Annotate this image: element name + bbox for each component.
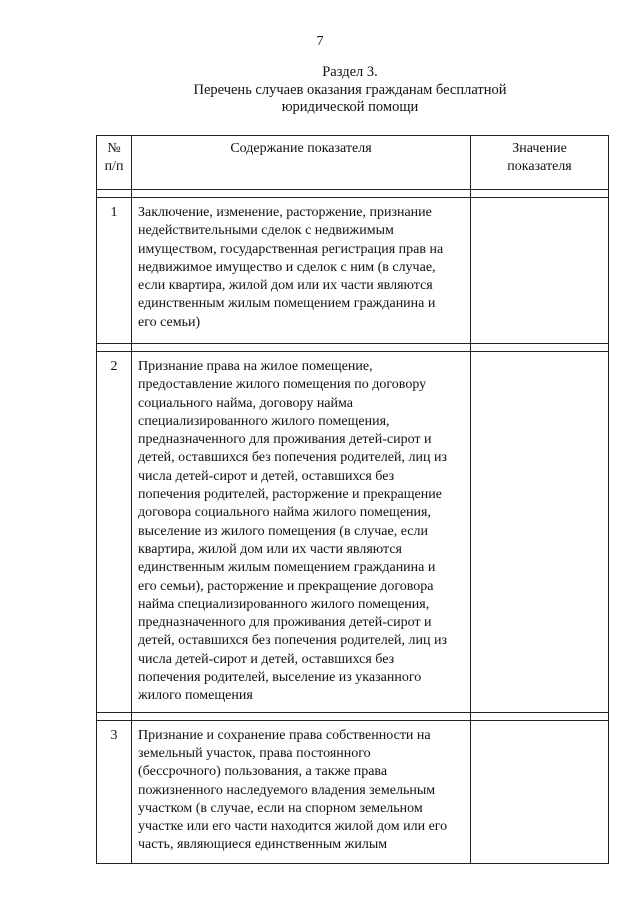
row-content-line: детей, оставшихся без попечения родителей, лиц из <box>138 633 447 649</box>
row-content-line: детей, оставшихся без попечения родителей, лиц из <box>138 450 447 466</box>
row-content-line: найма специализированного жилого помещения, <box>138 596 430 612</box>
row-content-line: предназначенного для проживания детей-сирот и <box>138 432 432 448</box>
row-content-line: попечения родителей, выселение из указанного <box>138 670 422 686</box>
row-content-line: числа детей-сирот и детей, оставшихся без <box>138 651 395 667</box>
row-number: 1 <box>97 198 132 344</box>
spacer-cell <box>97 712 132 720</box>
row-content-line: недвижимое имущество и сделок с ним (в случае, <box>138 259 436 275</box>
row-number: 2 <box>97 352 132 713</box>
table-row <box>97 352 609 713</box>
table-row <box>97 720 609 863</box>
row-content-line: Признание и сохранение права собственности на <box>138 727 431 743</box>
row-content-line: жилого помещения <box>138 688 253 704</box>
spacer-cell <box>471 712 609 720</box>
row-content <box>132 352 471 713</box>
page-number: 7 <box>316 34 324 49</box>
header-value <box>471 136 609 190</box>
row-content-line: договора социального найма жилого помещения, <box>138 505 431 521</box>
table-header-row <box>97 136 609 190</box>
row-content-line: предназначенного для проживания детей-сирот и <box>138 615 432 631</box>
row-content-line: выселение из жилого помещения (в случае, если <box>138 523 428 539</box>
row-content <box>132 198 471 344</box>
row-value <box>471 352 609 713</box>
header-value-line: показателя <box>507 159 572 175</box>
row-content-line: его семьи), расторжение и прекращение договора <box>138 578 434 594</box>
header-number-line: п/п <box>104 159 124 175</box>
spacer-cell <box>471 344 609 352</box>
row-number: 3 <box>97 720 132 863</box>
row-content-line: социального найма, договору найма <box>138 395 353 411</box>
row-content-line: часть, являющиеся единственным жилым <box>138 837 388 853</box>
spacer-cell <box>97 190 132 198</box>
spacer-cell <box>132 344 471 352</box>
row-value <box>471 198 609 344</box>
row-content-line: предоставление жилого помещения по договору <box>138 377 427 393</box>
header-value-line: Значение <box>512 141 567 156</box>
row-content-line: специализированного жилого помещения, <box>138 413 390 429</box>
row-content-line: участком (в случае, если на спорном земельном <box>138 800 423 816</box>
section-subtitle-line: юридической помощи <box>281 99 419 115</box>
row-content-line: его семьи) <box>138 314 201 330</box>
section-subtitle-line: Перечень случаев оказания гражданам бесплатной <box>193 81 507 98</box>
row-value <box>471 720 609 863</box>
header-number <box>97 136 132 190</box>
indicators-table <box>96 135 609 864</box>
row-content-line: Заключение, изменение, расторжение, признание <box>138 205 432 220</box>
row-content-line: попечения родителей, расторжение и прекращение <box>138 487 442 503</box>
row-content-line: квартира, жилой дом или их части являются <box>138 541 402 557</box>
spacer-cell <box>132 190 471 198</box>
row-content-line: (бессрочного) пользования, а также права <box>138 764 388 780</box>
section-title: Раздел 3. <box>322 64 378 80</box>
table-spacer-row <box>97 344 609 352</box>
header-number-line: № <box>107 141 121 156</box>
row-content-line: если квартира, жилой дом или их части являются <box>138 278 433 294</box>
row-content-line: имуществом, государственная регистрация прав на <box>138 241 444 257</box>
header-content: Содержание показателя <box>132 136 471 190</box>
table-spacer-row <box>97 190 609 198</box>
row-content-line: числа детей-сирот и детей, оставшихся без <box>138 468 395 484</box>
row-content-line: земельный участок, права постоянного <box>138 745 371 761</box>
spacer-cell <box>97 344 132 352</box>
spacer-cell <box>471 190 609 198</box>
row-content-line: недействительными сделок с недвижимым <box>138 223 394 239</box>
row-content <box>132 720 471 863</box>
row-content-line: пожизненного наследуемого владения земельным <box>138 782 436 798</box>
row-content-line: участке или его части находится жилой дом или его <box>138 819 448 835</box>
row-content-line: единственным жилым помещением гражданина и <box>138 296 436 312</box>
section-heading <box>160 64 540 117</box>
table-row <box>97 198 609 344</box>
table-spacer-row <box>97 712 609 720</box>
row-content-line: Признание права на жилое помещение, <box>138 359 373 374</box>
spacer-cell <box>132 712 471 720</box>
row-content-line: единственным жилым помещением гражданина и <box>138 560 436 576</box>
